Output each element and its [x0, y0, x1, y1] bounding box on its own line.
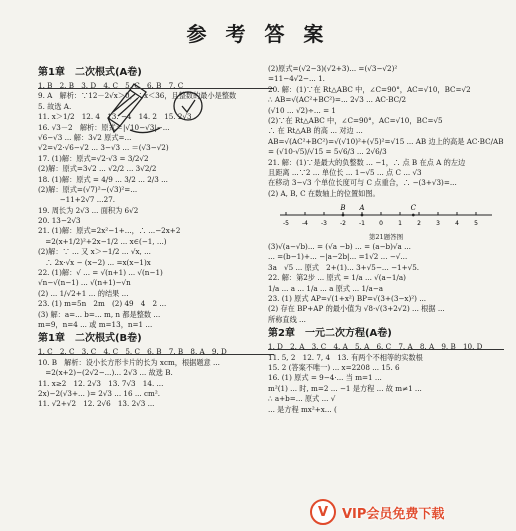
answer-line: (2)解：∵ ... 又 x＞−1/2 ... √x, ... [38, 247, 151, 257]
point-label: C [410, 204, 416, 213]
answer-line: m²(1) ... 时, m=2 ... −1 是方程 ... 故 m≠1 ... [268, 383, 422, 393]
answer-line: 15. 2 (答案不唯一) ... x=2208 ... 15. 6 [268, 362, 400, 372]
answer-line: 2x)−2(√3+... )= 2√3 ... 16 ... cm². [38, 388, 160, 398]
answer-line: 11. x≥2 12. 2√3 13. 7√3 14. ... [38, 378, 164, 388]
answer-line: (2)解：原式=3√2 ... √2/2 ... 3√2/2 [38, 164, 157, 174]
answer-line: (3) 解：a=... b=... m, n 都是整数 ... [38, 309, 161, 319]
answer-line: (√10 ... √2)÷... = 1 [268, 105, 336, 115]
answer-line: (2)∵在 Rt△ABC 中，∠C=90°，AC=√10，BC=√5 [268, 115, 443, 125]
point-marker [361, 214, 364, 217]
answer-line: 1/a ... a ... 1/a ... a 原式 ... 1/a−a [268, 283, 384, 293]
answer-line: 22. (1)解：√ ... = √(n+1) ... √(n−1) [38, 268, 163, 278]
tick-label: -3 [321, 220, 327, 228]
point-marker [412, 214, 415, 217]
tick-label: -4 [302, 220, 308, 228]
tick-label: 0 [379, 220, 383, 228]
answer-line: 21. 解：(1)∵是最大的负整数 ... −1，∴ 点 B 在点 A 的左边 [268, 157, 466, 167]
figure-caption: 第21题答图 [368, 233, 404, 242]
answer-line: = (√10·√5)/√15 = 5√6/3 ... 2√6/3 [268, 147, 387, 157]
section-heading-ch1-b: 第1章 二次根式(B卷) [38, 332, 274, 346]
answer-line: 9. A 解析：∵12－2√x＞0，∴x＜36，且整数的最小是整数 [38, 91, 237, 101]
answer-line: =11−4√2−... 1. [268, 74, 325, 84]
tick-label: 5 [474, 220, 478, 228]
answer-line: 所称直线 ... [268, 314, 306, 324]
answer-line: 且距离 ...∵2 ... 单位长 ... 1−√5 ... 点 C ... √3 [268, 167, 422, 177]
tick-label: 1 [398, 220, 402, 228]
answer-line: 22. 解：第2步 ... 原式 = 1/a ... √(a−1/a) [268, 273, 406, 283]
answer-line: 23. (1) 原式 AP=√(1+x²) BP=√(3+(3−x)²) ... [268, 294, 427, 304]
answer-line: (2) 存在 BP+AP 的最小值为 √8·√(3+2√2) ... 根据 ... [268, 304, 445, 314]
answer-line: 在移动 3−√3 个单位长度可与 C 点重合，∴ −(3+√3)=... [268, 178, 457, 188]
answer-line: =2(x+1/2)²+2x−1/2 ... x∈(−1, ...) [38, 236, 167, 246]
point-label: B [340, 204, 346, 213]
answer-line: 1. D 2. A 3. C 4. A 5. A 6. C 7. A 8. A 9. B 10. D [268, 342, 483, 352]
answer-line: 20. 13−2√3 [38, 216, 81, 226]
answer-line: 17. (1)解：原式=√2·√3 = 3/2√2 [38, 153, 149, 163]
answer-line: √2=√2·√6−√2 ... 3−√3 ... ＝(√3−√2) [38, 143, 169, 153]
answer-line: =2(x+2)−(2√2−...)... 2√3 ... 故选 B. [38, 368, 173, 378]
section-heading-ch1-a: 第1章 二次根式(A卷) [38, 66, 274, 80]
answer-line: ... 是方程 mx²+x... ( [268, 404, 337, 414]
answer-line: AB=√(AC²+BC²)=√(√10)²+(√5)²=√15 ... AB 边上的高是 AC·BC/AB [268, 136, 504, 146]
tick-label: -5 [283, 220, 289, 228]
right-column [268, 64, 504, 415]
answer-line: 11. 5, 2 12. 7, 4 13. 有两个不相等的实数根 [268, 352, 423, 362]
answer-line: (2) ... 1/√2+1 ... 的结果 ... [38, 288, 129, 298]
point-marker [342, 214, 345, 217]
answer-line: ∴ a+b=... 原式 ... √ [268, 394, 336, 404]
answer-line: √n−√(n−1) ... √(n+1)−√n [38, 278, 131, 288]
number-line-figure [268, 201, 504, 231]
answer-line: 20. 解：(1)∵在 Rt△ABC 中，∠C=90°，AC=√10，BC=√2 [268, 84, 471, 94]
tick-label: 4 [455, 220, 459, 228]
left-column [38, 64, 274, 410]
answer-line: 3a √5 ... 原式 2+(1)... 3+√5−... −1+√5. [268, 262, 420, 272]
answer-line: −11+2√7 ...27. [38, 195, 116, 205]
answer-line: 23. (1) m=5n 2m (2) 49 4 2 ... [38, 299, 167, 309]
answer-line: 11. √2+√2 12. 2√6 13. 2√3 ... [38, 399, 155, 409]
tick-label: 2 [417, 220, 421, 228]
answer-line: m=9，n=4 ... 或 m=13，n=1 ... [38, 319, 153, 329]
answer-line: ∴ 2x·√x − (x−2) ... =x(x−1)x [38, 257, 151, 267]
answer-line: ∴ AB=√(AC²+BC²)=... 2√3 ... AC·BC/2 [268, 95, 407, 105]
answer-line: (2) A, B, C 在数轴上的位置如图。 [268, 188, 380, 198]
answer-line: (2)解：原式=(√7)²−(√3)²=... [38, 184, 138, 194]
answer-line: 11. x＞1/2 12. 4 13. −4 14. 2 15. 2√3 [38, 112, 192, 122]
answer-line: 16. (1) 原式 = 9−4·... 当 m=1 ... [268, 373, 382, 383]
watermark-text: VIP会员免费下载 [342, 506, 445, 522]
answer-line: 19. 周长为 2√3 ... 面积为 6√2 [38, 205, 139, 215]
tick-label: 3 [436, 220, 440, 228]
answer-line: 16. √3－2 解析：原式＝|√10−√3|−... [38, 122, 170, 132]
tick-label: -2 [340, 220, 346, 228]
answer-line: ... =(b−1)+... −|a−2b|... =1√2 ... −√... [268, 252, 408, 262]
point-label: A [359, 204, 365, 213]
answer-line: 1. B 2. B 3. D 4. C 5. C 6. B 7. C [38, 81, 184, 90]
vip-download-watermark[interactable] [310, 498, 510, 526]
page-title: 参 考 答 案 [186, 22, 330, 46]
answer-line: 18. (1)解：原式 = 4/9 ... 3/2 ... 2/3 ... [38, 174, 168, 184]
tick-label: -1 [359, 220, 365, 228]
answer-line: 1. C 2. C 3. C 4. C 5. C 6. B 7. B 8. A 9. D [38, 347, 227, 357]
answer-line: 10. B 解析：设小长方形卡片的长为 xcm，根据题意 ... [38, 357, 220, 367]
answer-line: ∴ 在 Rt△AB 的高 ... 对边 ... [268, 126, 363, 136]
answer-line: 21. (1)解：原式=2x²−1+...，∴ ...−2x+2 [38, 226, 181, 236]
answer-line: (2)原式=(√2−3)(√2+3)... =(√3−√2)² [268, 64, 398, 73]
answer-line: (3)√(a−√b)... = (√a −b) ... = (a−b)√a ... [268, 242, 411, 252]
answer-line: √6−√3 ... 解：3√2 原式=... [38, 132, 132, 142]
answer-line: 5. 故选 A. [38, 101, 72, 111]
vip-badge-icon: V [310, 499, 336, 525]
section-heading-ch2-a: 第2章 一元二次方程(A卷) [268, 327, 504, 341]
